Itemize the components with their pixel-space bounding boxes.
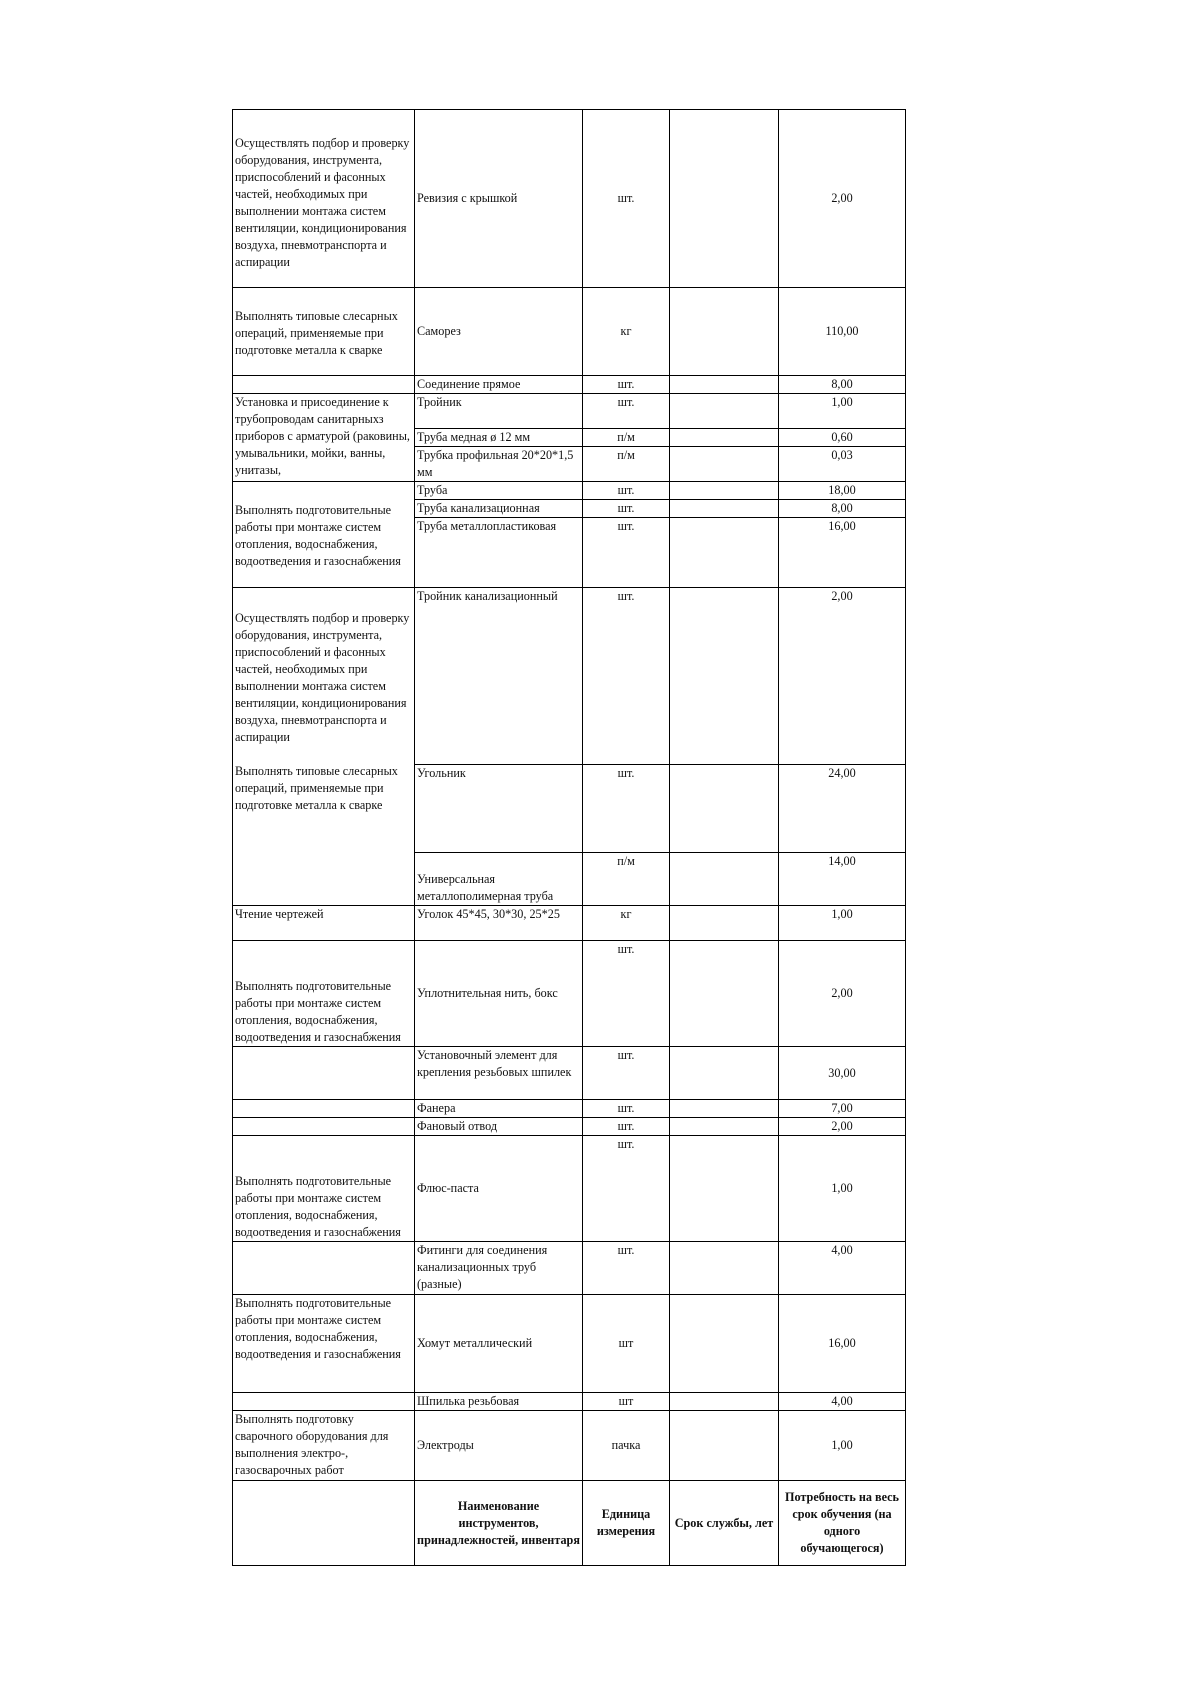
table-row (233, 394, 906, 429)
unit-cell: шт. (583, 1118, 670, 1136)
item-name-cell: Уплотнительная нить, бокс (415, 941, 583, 1047)
unit-cell: кг (583, 288, 670, 376)
item-name-cell: Уголок 45*45, 30*30, 25*25 (415, 906, 583, 941)
competency-cell: Выполнять подготовительные работы при монтаже систем отопления, водоснабжения, водоотведения и газоснабжения (233, 1136, 415, 1242)
service-life-cell (670, 288, 779, 376)
unit-cell: шт. (583, 941, 670, 1047)
service-life-cell (670, 906, 779, 941)
competency-cell (233, 1118, 415, 1136)
quantity-cell: 16,00 (779, 518, 906, 588)
equipment-table-body (233, 110, 906, 1566)
competency-cell: Выполнять подготовительные работы при монтаже систем отопления, водоснабжения, водоотведения и газоснабжения (233, 482, 415, 588)
service-life-cell (670, 1100, 779, 1118)
item-name-cell: Универсальная металлополимерная труба (415, 853, 583, 906)
item-name-cell: Саморез (415, 288, 583, 376)
table-row (233, 1118, 906, 1136)
table-row (233, 1242, 906, 1295)
service-life-cell (670, 482, 779, 500)
table-row (233, 1100, 906, 1118)
quantity-cell: 1,00 (779, 394, 906, 429)
unit-cell: шт. (583, 500, 670, 518)
header-item-name: Наименование инструментов, принадлежностей, инвентаря (415, 1481, 583, 1566)
quantity-cell: 8,00 (779, 376, 906, 394)
service-life-cell (670, 1136, 779, 1242)
unit-cell: п/м (583, 853, 670, 906)
item-name-cell: Тройник канализационный (415, 588, 583, 765)
quantity-cell: 110,00 (779, 288, 906, 376)
unit-cell: шт. (583, 1136, 670, 1242)
service-life-cell (670, 500, 779, 518)
table-row (233, 588, 906, 765)
unit-cell: шт. (583, 110, 670, 288)
unit-cell: шт. (583, 518, 670, 588)
item-name-cell: Фановый отвод (415, 1118, 583, 1136)
table-row (233, 1136, 906, 1242)
quantity-cell: 16,00 (779, 1295, 906, 1393)
quantity-cell: 2,00 (779, 941, 906, 1047)
quantity-cell: 7,00 (779, 1100, 906, 1118)
unit-cell: шт. (583, 588, 670, 765)
table-row (233, 376, 906, 394)
header-competency (233, 1481, 415, 1566)
header-quantity: Потребность на весь срок обучения (на одного обучающегося) (779, 1481, 906, 1566)
item-name-cell: Фитинги для соединения канализационных труб (разные) (415, 1242, 583, 1295)
service-life-cell (670, 1242, 779, 1295)
quantity-cell: 0,03 (779, 447, 906, 482)
competency-cell: Осуществлять подбор и проверку оборудования, инструмента, приспособлений и фасонных частей, необходимых при выполнении монтажа систем вентиляции, кондиционирования воздуха, пневмотранспорта и аспирации (233, 110, 415, 288)
item-name-cell: Труба канализационная (415, 500, 583, 518)
service-life-cell (670, 429, 779, 447)
unit-cell: шт. (583, 1047, 670, 1100)
competency-cell (233, 1242, 415, 1295)
unit-cell: кг (583, 906, 670, 941)
item-name-cell: Соединение прямое (415, 376, 583, 394)
item-name-cell: Труба медная ø 12 мм (415, 429, 583, 447)
service-life-cell (670, 1047, 779, 1100)
table-row (233, 288, 906, 376)
competency-cell (233, 1047, 415, 1100)
competency-cell (233, 1393, 415, 1411)
competency-cell: Чтение чертежей (233, 906, 415, 941)
item-name-cell: Шпилька резьбовая (415, 1393, 583, 1411)
unit-cell: шт. (583, 482, 670, 500)
competency-cell (233, 1100, 415, 1118)
service-life-cell (670, 1393, 779, 1411)
service-life-cell (670, 394, 779, 429)
unit-cell: пачка (583, 1411, 670, 1481)
item-name-cell: Ревизия с крышкой (415, 110, 583, 288)
table-row (233, 941, 906, 1047)
quantity-cell: 1,00 (779, 1136, 906, 1242)
item-name-cell: Трубка профильная 20*20*1,5 мм (415, 447, 583, 482)
quantity-cell: 2,00 (779, 1118, 906, 1136)
table-row (233, 1411, 906, 1481)
header-unit: Единица измерения (583, 1481, 670, 1566)
service-life-cell (670, 1295, 779, 1393)
item-name-cell: Флюс-паста (415, 1136, 583, 1242)
quantity-cell: 2,00 (779, 110, 906, 288)
item-name-cell: Установочный элемент для крепления резьбовых шпилек (415, 1047, 583, 1100)
quantity-cell: 24,00 (779, 765, 906, 853)
unit-cell: шт. (583, 1242, 670, 1295)
header-service-life: Срок службы, лет (670, 1481, 779, 1566)
unit-cell: шт (583, 1295, 670, 1393)
item-name-cell: Труба металлопластиковая (415, 518, 583, 588)
quantity-cell: 8,00 (779, 500, 906, 518)
table-row (233, 110, 906, 288)
service-life-cell (670, 588, 779, 765)
quantity-cell: 1,00 (779, 906, 906, 941)
item-name-cell: Труба (415, 482, 583, 500)
quantity-cell: 2,00 (779, 588, 906, 765)
competency-cell: Выполнять подготовку сварочного оборудования для выполнения электро-, газосварочных работ (233, 1411, 415, 1481)
competency-cell: Выполнять подготовительные работы при монтаже систем отопления, водоснабжения, водоотведения и газоснабжения (233, 941, 415, 1047)
table-row (233, 1295, 906, 1393)
table-header-row (233, 1481, 906, 1566)
service-life-cell (670, 853, 779, 906)
quantity-cell: 18,00 (779, 482, 906, 500)
service-life-cell (670, 765, 779, 853)
service-life-cell (670, 941, 779, 1047)
quantity-cell: 4,00 (779, 1242, 906, 1295)
table-row (233, 906, 906, 941)
competency-cell (233, 376, 415, 394)
table-row (233, 1393, 906, 1411)
quantity-cell: 30,00 (779, 1047, 906, 1100)
service-life-cell (670, 1411, 779, 1481)
quantity-cell: 1,00 (779, 1411, 906, 1481)
item-name-cell: Электроды (415, 1411, 583, 1481)
competency-cell: Выполнять типовые слесарных операций, применяемые при подготовке металла к сварке (233, 288, 415, 376)
item-name-cell: Тройник (415, 394, 583, 429)
unit-cell: п/м (583, 447, 670, 482)
service-life-cell (670, 376, 779, 394)
equipment-table (232, 109, 906, 1566)
service-life-cell (670, 518, 779, 588)
quantity-cell: 4,00 (779, 1393, 906, 1411)
table-row (233, 482, 906, 500)
service-life-cell (670, 110, 779, 288)
quantity-cell: 0,60 (779, 429, 906, 447)
service-life-cell (670, 1118, 779, 1136)
item-name-cell: Угольник (415, 765, 583, 853)
unit-cell: п/м (583, 429, 670, 447)
unit-cell: шт (583, 1393, 670, 1411)
unit-cell: шт. (583, 765, 670, 853)
item-name-cell: Фанера (415, 1100, 583, 1118)
unit-cell: шт. (583, 394, 670, 429)
quantity-cell: 14,00 (779, 853, 906, 906)
competency-cell: Осуществлять подбор и проверку оборудования, инструмента, приспособлений и фасонных частей, необходимых при выполнении монтажа систем вентиляции, кондиционирования воздуха, пневмотранспорта и аспирации Выполнять типовые слесарных операций, применяемые при подготовке металла к сварке (233, 588, 415, 906)
service-life-cell (670, 447, 779, 482)
item-name-cell: Хомут металлический (415, 1295, 583, 1393)
table-row (233, 1047, 906, 1100)
unit-cell: шт. (583, 376, 670, 394)
unit-cell: шт. (583, 1100, 670, 1118)
competency-cell: Установка и присоединение к трубопроводам санитарныхз приборов с арматурой (раковины, умывальники, мойки, ванны, унитазы, (233, 394, 415, 482)
competency-cell: Выполнять подготовительные работы при монтаже систем отопления, водоснабжения, водоотведения и газоснабжения (233, 1295, 415, 1393)
